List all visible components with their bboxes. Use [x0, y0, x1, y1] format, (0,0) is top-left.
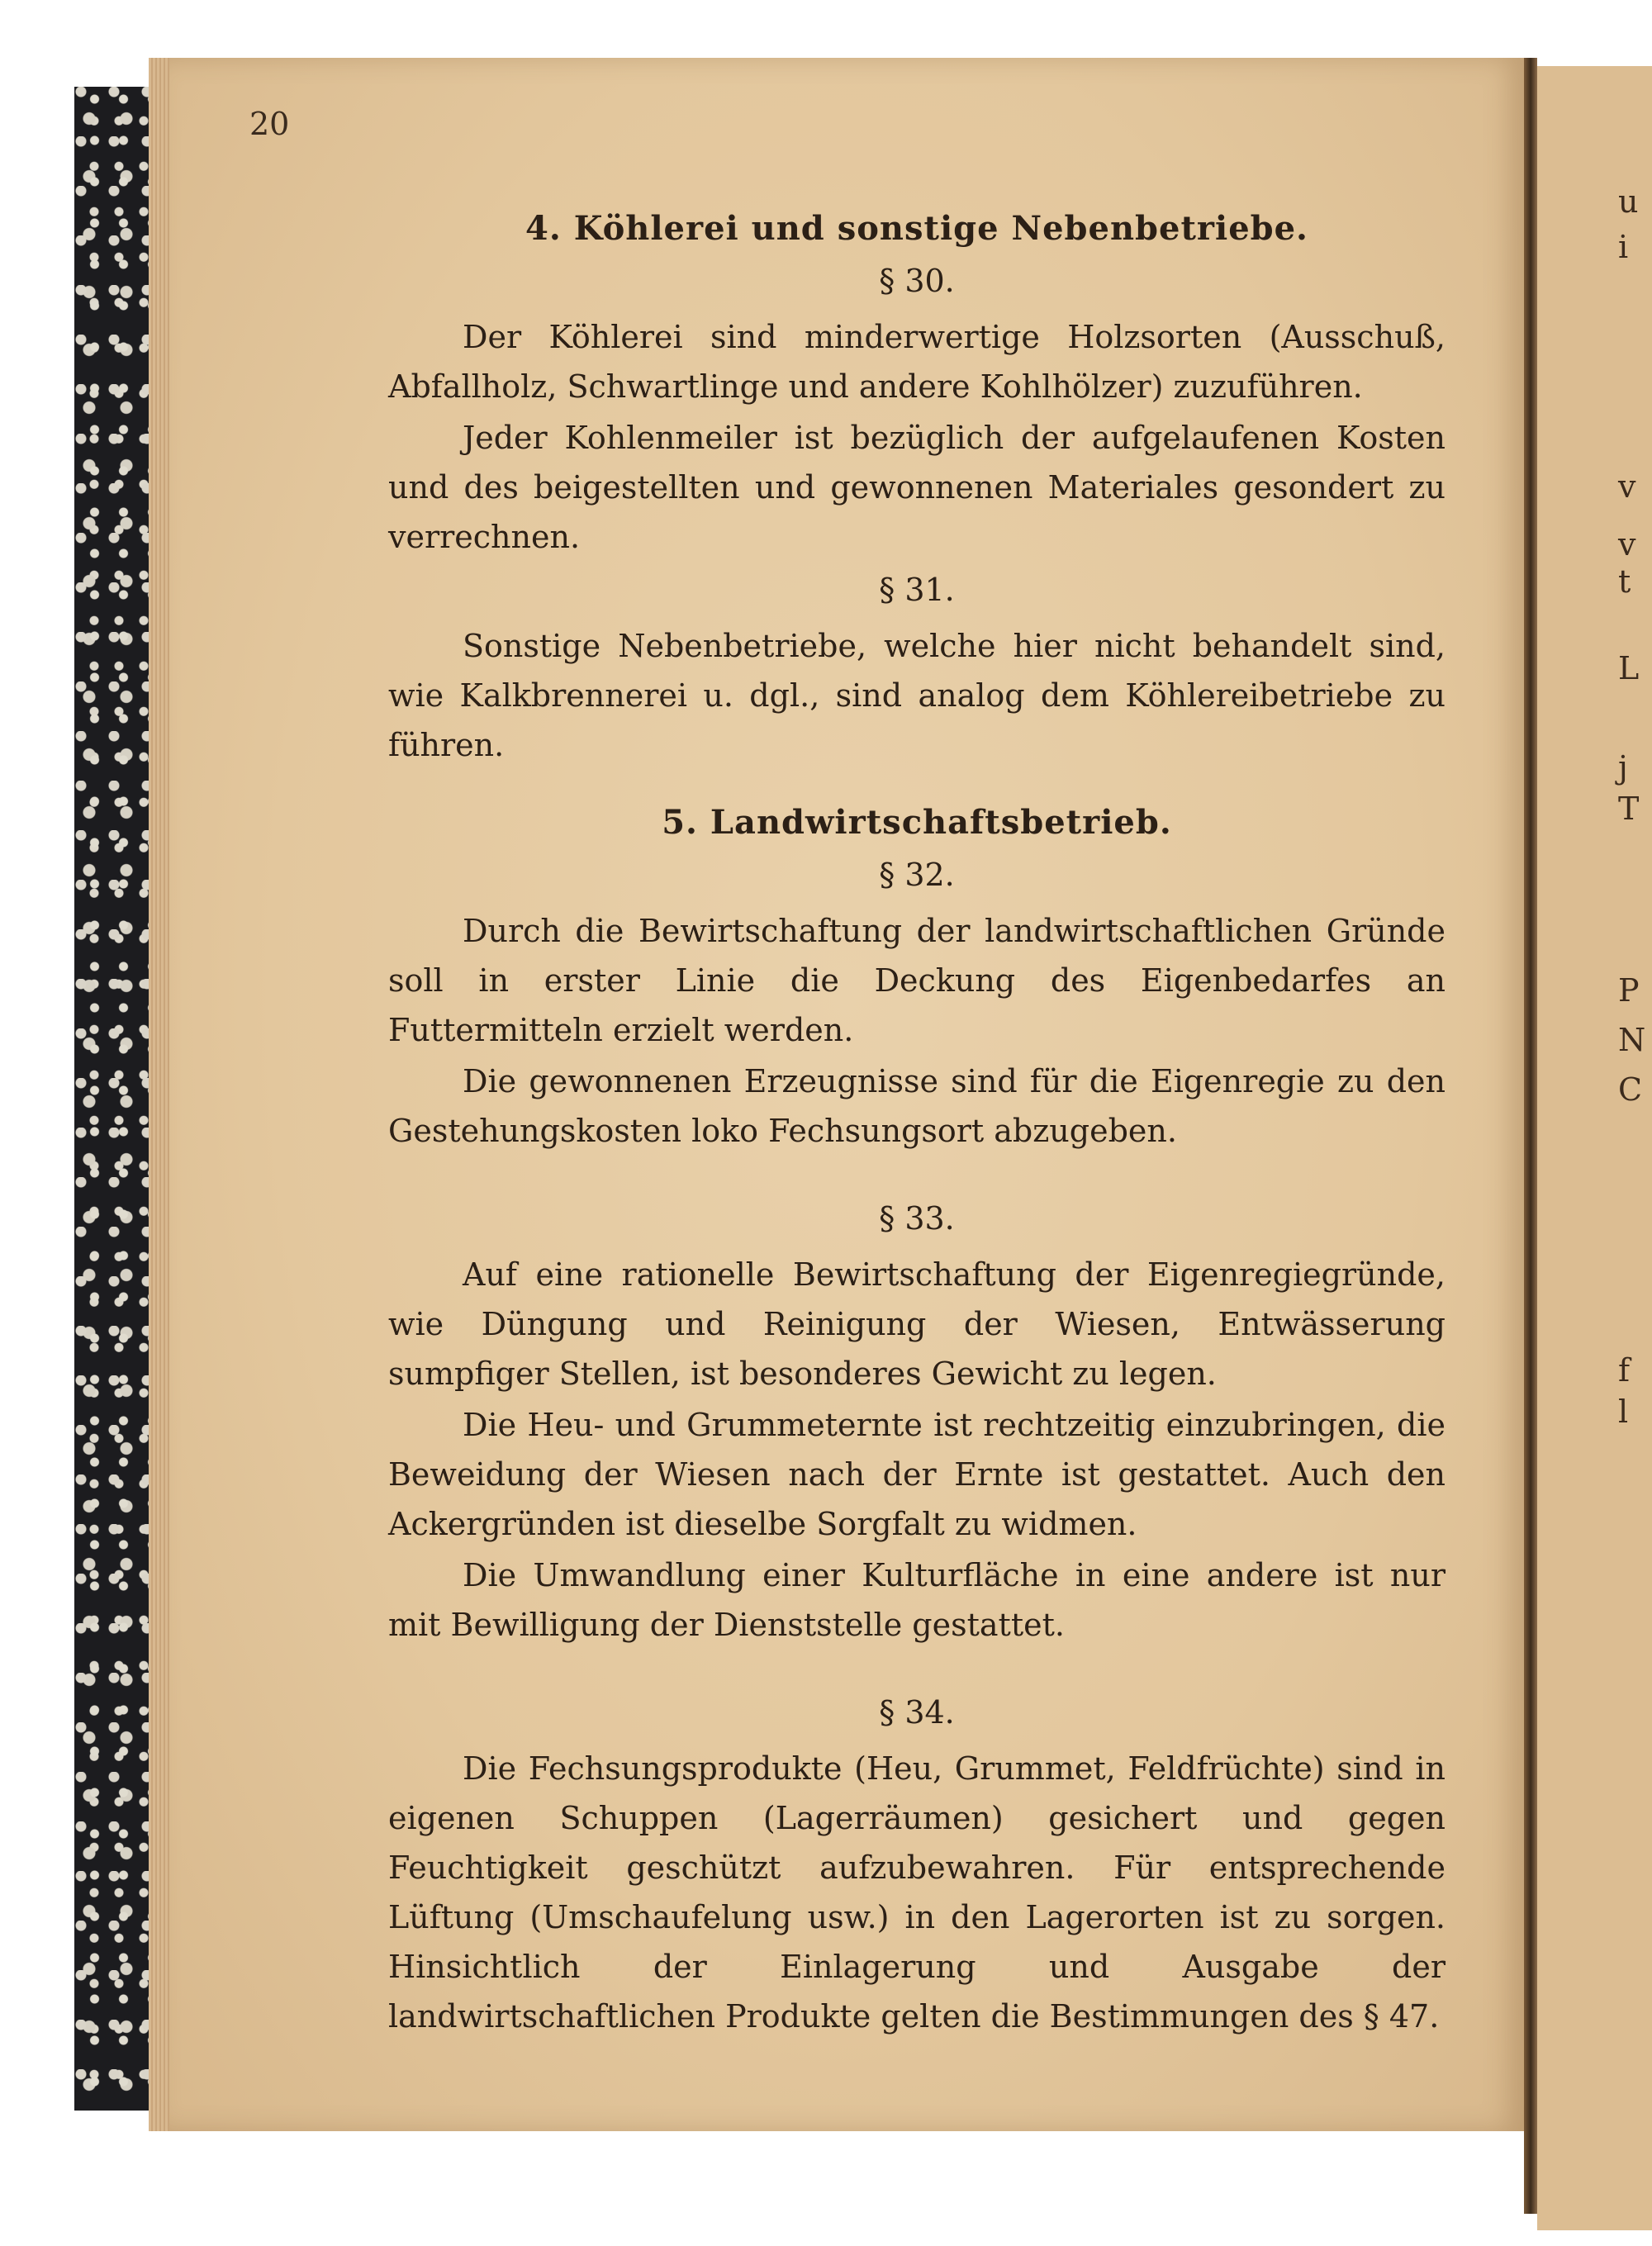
paragraph: Die Fechsungsprodukte (Heu, Grummet, Feldfrüchte) sind in eigenen Schuppen (Lagerräumen) gesichert und gegen Feuchtigkeit geschützt aufzubewahren. Für entsprechende Lüftung (Umschaufelung usw.) in den Lagerorten ist zu sorgen. Hinsichtlich der Einlagerung und Ausgabe der landwirtschaftlichen Produkte gelten die Bestimmungen des § 47. — [388, 1750, 1446, 2035]
next-page-fragment: C — [1618, 1071, 1643, 1108]
next-page-fragment: j — [1618, 749, 1628, 786]
section-number: § 30. — [879, 263, 955, 299]
section-number: § 34. — [879, 1694, 955, 1731]
book-binding — [74, 87, 149, 2111]
paragraph: Die Heu- und Grummeternte ist rechtzeitig einzubringen, die Beweidung der Wiesen nach der Ernte ist gestattet. Auch den Ackergründen ist dieselbe Sorgfalt zu widmen. — [388, 1407, 1446, 1542]
adjacent-page — [1537, 66, 1652, 2230]
paragraph: Die Umwandlung einer Kulturfläche in eine andere ist nur mit Bewilligung der Dienststelle gestattet. — [388, 1557, 1446, 1643]
next-page-fragment: l — [1618, 1394, 1629, 1430]
next-page-fragment: T — [1618, 791, 1640, 827]
paragraph: Jeder Kohlenmeiler ist bezüglich der aufgelaufenen Kosten und des beigestellten und gewonnenen Materiales gesondert zu verrechnen. — [388, 420, 1446, 555]
paragraph: Auf eine rationelle Bewirtschaftung der Eigenregiegründe, wie Düngung und Reinigung der Wiesen, Entwässerung sumpfiger Stellen, ist besonderes Gewicht zu legen. — [388, 1256, 1446, 1392]
chapter-heading: 4. Köhlerei und sonstige Nebenbetriebe. — [525, 209, 1308, 248]
section-number: § 32. — [879, 857, 955, 893]
next-page-fragment: f — [1618, 1352, 1631, 1389]
next-page-fragment: L — [1618, 650, 1640, 686]
next-page-fragment: v — [1618, 468, 1636, 505]
section-number: § 33. — [879, 1200, 955, 1237]
next-page-fragment: v — [1618, 526, 1636, 563]
next-page-fragment: N — [1618, 1022, 1646, 1058]
book-gutter — [1524, 58, 1537, 2214]
next-page-fragment: t — [1618, 563, 1631, 600]
next-page-fragment: u — [1618, 183, 1639, 220]
next-page-fragment: i — [1618, 229, 1629, 265]
page-number: 20 — [249, 106, 290, 142]
next-page-fragment: P — [1618, 972, 1640, 1009]
paragraph: Durch die Bewirtschaftung der landwirtschaftlichen Gründe soll in erster Linie die Deckung des Eigenbedarfes an Futtermitteln erzielt werden. — [388, 913, 1446, 1048]
paragraph: Die gewonnenen Erzeugnisse sind für die Eigenregie zu den Gestehungskosten loko Fechsungsort abzugeben. — [388, 1063, 1446, 1149]
paragraph: Sonstige Nebenbetriebe, welche hier nicht behandelt sind, wie Kalkbrennerei u. dgl., sind analog dem Köhlereibetriebe zu führen. — [388, 628, 1446, 763]
section-number: § 31. — [879, 572, 955, 608]
chapter-heading: 5. Landwirtschaftsbetrieb. — [662, 803, 1172, 842]
page-text — [388, 169, 1446, 2043]
paragraph: Der Köhlerei sind minderwertige Holzsorten (Ausschuß, Abfallholz, Schwartlinge und andere Kohlhölzer) zuzuführen. — [388, 319, 1446, 405]
